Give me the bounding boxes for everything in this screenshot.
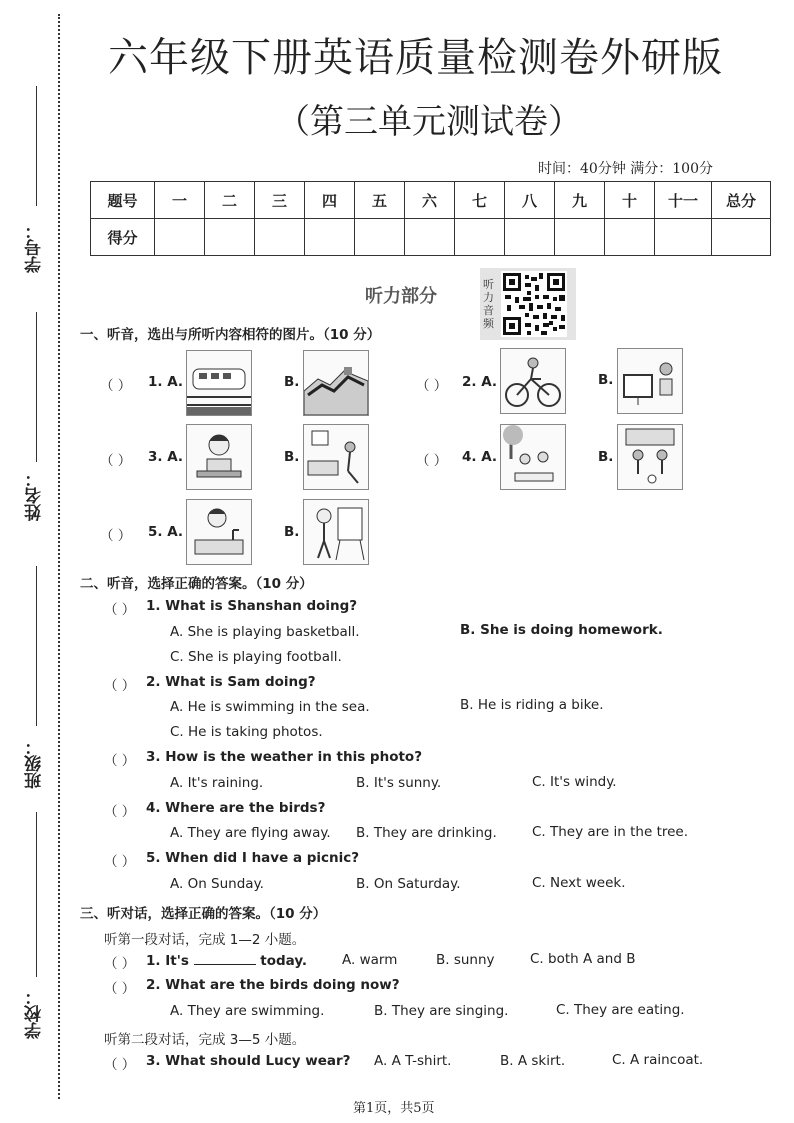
option-a[interactable]: A. A T-shirt. <box>374 1053 452 1069</box>
option-a[interactable]: A. warm <box>342 952 398 968</box>
answer-bracket[interactable]: （ ） <box>100 453 132 469</box>
option-b[interactable]: B. They are singing. <box>374 1003 509 1019</box>
train-image[interactable] <box>186 350 252 416</box>
question-stem <box>146 952 307 969</box>
qr-label: 听力音频 <box>483 278 494 330</box>
score-input-cell[interactable] <box>605 219 655 256</box>
riding-bike-image[interactable] <box>500 348 566 414</box>
table-cell: 题号 <box>91 182 155 219</box>
name-label: 姓名： <box>25 470 45 521</box>
table-cell: 七 <box>455 182 505 219</box>
option-b[interactable]: B. On Saturday. <box>356 876 461 892</box>
fill-blank[interactable] <box>194 952 256 965</box>
part2-heading: 二、听音，选择正确的答案。（10 分） <box>80 576 313 592</box>
great-wall-image[interactable] <box>303 350 369 416</box>
page-footer: 第1页，共5页 <box>353 1101 435 1116</box>
answer-bracket[interactable]: （ ） <box>416 453 448 469</box>
question-stem: 1. What is Shanshan doing? <box>146 598 358 614</box>
question-stem: 2. What are the birds doing now? <box>146 977 400 993</box>
option-c[interactable]: C. She is playing football. <box>170 649 342 665</box>
option-a[interactable]: A. They are swimming. <box>170 1003 325 1019</box>
answer-bracket[interactable]: （ ） <box>104 1057 136 1073</box>
answer-bracket[interactable]: （ ） <box>416 378 448 394</box>
table-cell: 十一 <box>655 182 712 219</box>
question-stem: 3. What should Lucy wear? <box>146 1053 351 1069</box>
drawing-picture-image[interactable] <box>303 499 369 565</box>
answer-bracket[interactable]: （ ） <box>104 602 136 618</box>
listening-section-title: 听力部分 <box>365 286 437 307</box>
option-c[interactable]: C. Next week. <box>532 875 626 891</box>
student-id-line <box>36 86 37 206</box>
binding-dotted-line <box>58 14 60 1099</box>
time-info: 时间：40分钟 满分：100分 <box>538 161 713 177</box>
option-a[interactable]: A. On Sunday. <box>170 876 264 892</box>
name-line <box>36 312 37 462</box>
answer-bracket[interactable]: （ ） <box>104 956 136 972</box>
option-b[interactable]: B. She is doing homework. <box>460 622 663 638</box>
table-cell: 一 <box>155 182 205 219</box>
q1-option-a-label: 1. A. <box>148 374 184 390</box>
option-b[interactable]: B. sunny <box>436 952 495 968</box>
qr-code-icon <box>501 271 567 337</box>
answer-bracket[interactable]: （ ） <box>104 854 136 870</box>
class-label: 班级： <box>25 738 45 789</box>
q4-option-a-label: 4. A. <box>462 449 498 465</box>
option-a[interactable]: A. They are flying away. <box>170 825 331 841</box>
option-b[interactable]: B. A skirt. <box>500 1053 566 1069</box>
score-input-cell[interactable] <box>455 219 505 256</box>
score-input-cell[interactable] <box>305 219 355 256</box>
table-cell: 五 <box>355 182 405 219</box>
q4-option-b-label: B. <box>598 449 614 465</box>
table-cell: 六 <box>405 182 455 219</box>
table-cell: 九 <box>555 182 605 219</box>
dialogue-1-instruction: 听第一段对话，完成 1—2 小题。 <box>104 932 306 948</box>
score-table-header-row <box>91 182 771 219</box>
answer-bracket[interactable]: （ ） <box>104 753 136 769</box>
table-cell: 十 <box>605 182 655 219</box>
school-label: 学校： <box>25 988 45 1039</box>
score-input-cell[interactable] <box>405 219 455 256</box>
score-input-cell[interactable] <box>555 219 605 256</box>
answer-bracket[interactable]: （ ） <box>100 378 132 394</box>
question-stem: 5. When did I have a picnic? <box>146 850 360 866</box>
option-a[interactable]: A. He is swimming in the sea. <box>170 699 370 715</box>
q2-option-a-label: 2. A. <box>462 374 498 390</box>
school-line <box>36 812 37 977</box>
option-c[interactable]: C. both A and B <box>530 951 636 967</box>
table-cell: 三 <box>255 182 305 219</box>
question-stem: 2. What is Sam doing? <box>146 674 316 690</box>
question-stem-suffix: today. <box>260 953 308 969</box>
score-input-cell[interactable] <box>655 219 712 256</box>
table-cell: 二 <box>205 182 255 219</box>
score-input-cell[interactable] <box>255 219 305 256</box>
answer-bracket[interactable]: （ ） <box>104 804 136 820</box>
table-cell: 八 <box>505 182 555 219</box>
student-id-label: 学号： <box>25 222 45 273</box>
q3-option-b-label: B. <box>284 449 300 465</box>
cleaning-room-image[interactable] <box>303 424 369 490</box>
washing-dishes-image[interactable] <box>186 499 252 565</box>
question-stem: 4. Where are the birds? <box>146 800 326 816</box>
q2-option-b-label: B. <box>598 372 614 388</box>
option-a[interactable]: A. It's raining. <box>170 775 264 791</box>
part1-heading: 一、听音，选出与所听内容相符的图片。（10 分） <box>80 327 381 343</box>
option-a[interactable]: A. She is playing basketball. <box>170 624 360 640</box>
page-subtitle: （第三单元测试卷） <box>276 102 582 142</box>
score-input-cell[interactable] <box>355 219 405 256</box>
option-c[interactable]: C. They are eating. <box>556 1002 685 1018</box>
page-title: 六年级下册英语质量检测卷外研版 <box>108 35 723 81</box>
option-b[interactable]: B. It's sunny. <box>356 775 442 791</box>
option-c[interactable]: C. They are in the tree. <box>532 824 689 840</box>
score-input-cell[interactable] <box>712 219 771 256</box>
answer-bracket[interactable]: （ ） <box>104 981 136 997</box>
q5-option-a-label: 5. A. <box>148 524 184 540</box>
q5-option-b-label: B. <box>284 524 300 540</box>
doing-homework-image[interactable] <box>186 424 252 490</box>
picnic-image[interactable] <box>500 424 566 490</box>
option-b[interactable]: B. They are drinking. <box>356 825 497 841</box>
playing-football-image[interactable] <box>617 424 683 490</box>
watching-tv-image[interactable] <box>617 348 683 414</box>
score-table-score-row <box>91 219 771 256</box>
q1-option-b-label: B. <box>284 374 300 390</box>
question-stem: 3. How is the weather in this photo? <box>146 749 423 765</box>
class-line <box>36 566 37 726</box>
option-c[interactable]: C. It's windy. <box>532 774 617 790</box>
score-input-cell[interactable] <box>205 219 255 256</box>
answer-bracket[interactable]: （ ） <box>100 528 132 544</box>
option-c[interactable]: C. He is taking photos. <box>170 724 323 740</box>
dialogue-2-instruction: 听第二段对话，完成 3—5 小题。 <box>104 1032 306 1048</box>
score-input-cell[interactable] <box>155 219 205 256</box>
qr-code-panel[interactable] <box>480 268 576 340</box>
table-cell: 得分 <box>91 219 155 256</box>
score-table <box>90 181 771 256</box>
option-c[interactable]: C. A raincoat. <box>612 1052 704 1068</box>
option-b[interactable]: B. He is riding a bike. <box>460 697 604 713</box>
part3-heading: 三、听对话，选择正确的答案。（10 分） <box>80 906 327 922</box>
q3-option-a-label: 3. A. <box>148 449 184 465</box>
question-stem-prefix: 1. It's <box>146 953 189 969</box>
score-input-cell[interactable] <box>505 219 555 256</box>
table-cell: 四 <box>305 182 355 219</box>
answer-bracket[interactable]: （ ） <box>104 678 136 694</box>
table-cell: 总分 <box>712 182 771 219</box>
